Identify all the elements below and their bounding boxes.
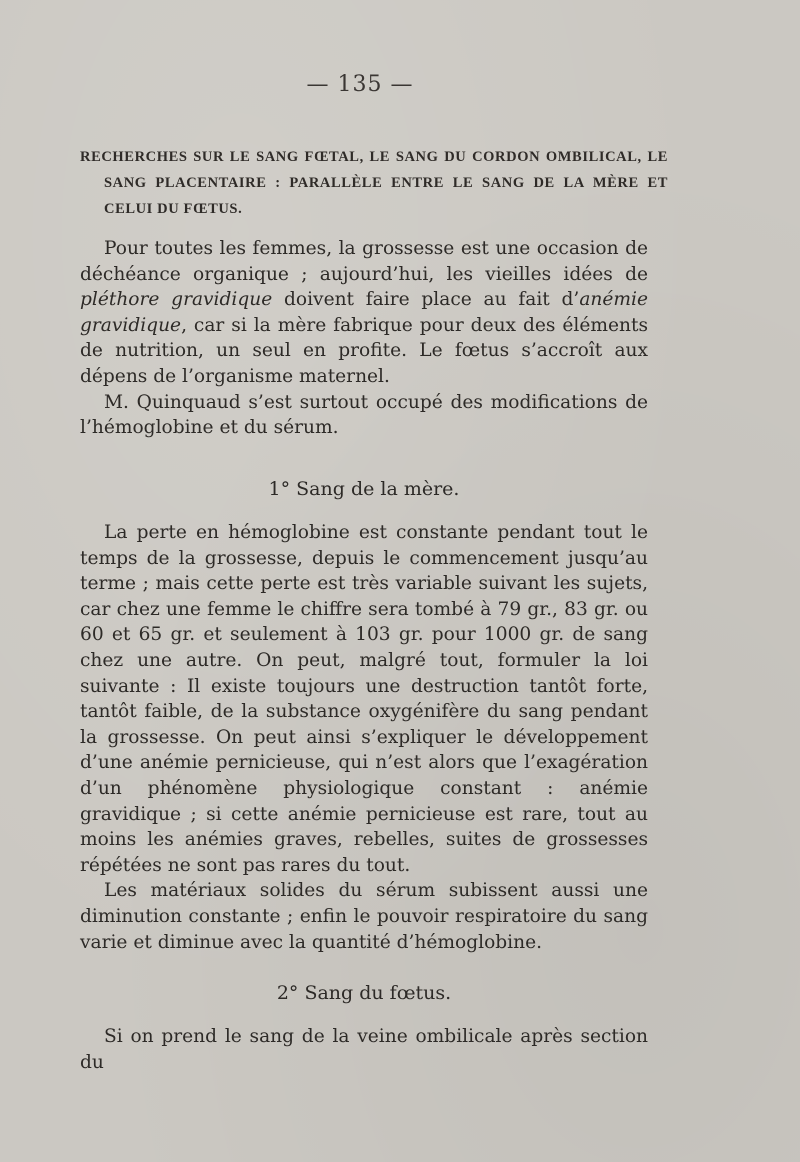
heading-line-2: SANG PLACENTAIRE : PARALLÈLE ENTRE LE SANG DE LA MÈRE ET [104, 175, 668, 191]
section2-paragraph-1: Si on prend le sang de la veine ombilicale après section du [80, 1026, 648, 1073]
section-title-mere: 1° Sang de la mère. [268, 478, 460, 500]
section1-block [80, 520, 648, 955]
heading-line-1: RECHERCHES SUR LE SANG FŒTAL, LE SANG DU CORDON OMBILICAL, LE [80, 149, 668, 165]
intro-italic-plethore: pléthore gravidique [80, 289, 273, 311]
intro-text-2: doivent faire place au fait d’ [272, 289, 580, 311]
section2-block [80, 1024, 648, 1075]
page-number: — 135 — [306, 72, 414, 97]
intro-text-1: Pour toutes les femmes, la grossesse est une occasion de déchéance organique ; aujourd’hui, les vieilles idées de [80, 238, 648, 285]
section1-paragraph-1: La perte en hémoglobine est constante pendant tout le temps de la grossesse, depuis le commencement jusqu’au terme ; mais cette perte est très variable suivant les sujets, car chez une femme le chiffre sera tombé à 79 gr., 83 gr. ou 60 et 65 gr. et seulement à 103 gr. pour 1000 gr. de sang chez une autre. On peut, malgré tout, formuler la loi suivante : Il existe toujours une destruction tantôt forte, tantôt faible, de la substance oxygénifère du sang pendant la grossesse. On peut ainsi s’expliquer le développement d’une anémie pernicieuse, qui n’est alors que l’exagération d’un phénomène physiologique constant : anémie gravidique ; si cette anémie pernicieuse est rare, tout au moins les anémies graves, rebelles, suites de grossesses répétées ne sont pas rares du tout. [80, 522, 648, 876]
intro-paragraph [80, 236, 648, 390]
intro-text-3: , car si la mère fabrique pour deux des éléments de nutrition, un seul en profite. Le fœtus s’accroît aux dépens de l’organisme maternel. [80, 314, 648, 387]
chapter-heading [80, 144, 668, 222]
intro-italic-anemie: anémie gravidique [80, 289, 648, 336]
intro-block [80, 236, 648, 441]
quinquaud-paragraph: M. Quinquaud s’est surtout occupé des modifications de l’hémoglobine et du sérum. [80, 391, 648, 439]
section-title-foetus: 2° Sang du fœtus. [276, 982, 452, 1004]
heading-line-3: CELUI DU FŒTUS. [104, 201, 243, 217]
section1-paragraph-2: Les matériaux solides du sérum subissent aussi une diminution constante ; enfin le pouvoir respiratoire du sang varie et diminue avec la quantité d’hémoglobine. [80, 880, 648, 953]
